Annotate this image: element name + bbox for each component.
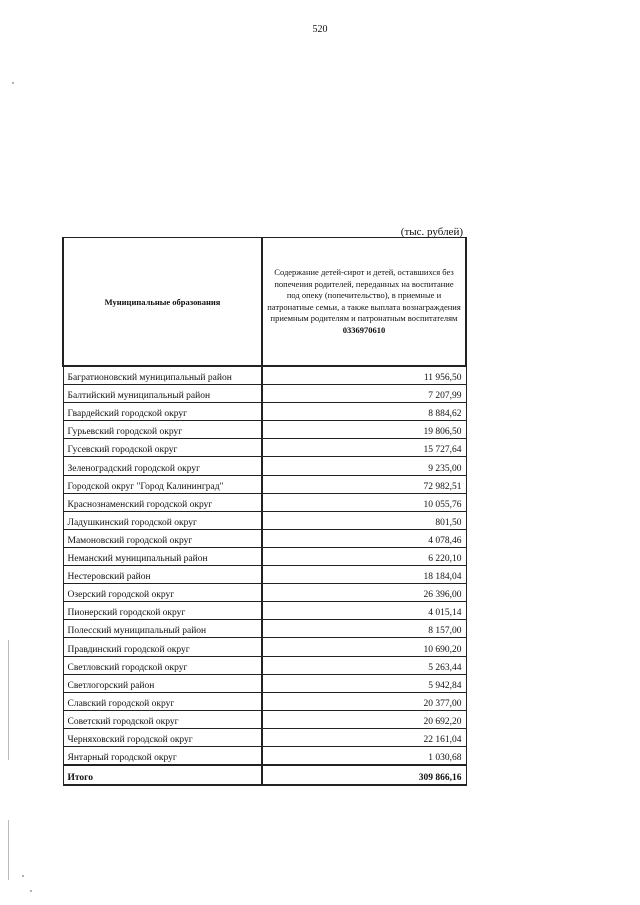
row-name: Нестеровский район	[63, 566, 262, 584]
row-name: Черняховский городской округ	[63, 728, 262, 746]
table-row	[63, 692, 466, 710]
row-name: Неманский муниципальный район	[63, 547, 262, 565]
row-amount: 19 806,50	[262, 421, 466, 439]
header-amount	[262, 238, 466, 367]
row-amount: 18 184,04	[262, 566, 466, 584]
row-amount: 20 377,00	[262, 692, 466, 710]
table-row	[63, 439, 466, 457]
row-amount: 20 692,20	[262, 710, 466, 728]
row-amount: 5 263,44	[262, 656, 466, 674]
row-amount: 72 982,51	[262, 475, 466, 493]
table-row	[63, 366, 466, 385]
row-amount: 8 884,62	[262, 403, 466, 421]
table-row	[63, 385, 466, 403]
row-amount: 7 207,99	[262, 385, 466, 403]
table-row	[63, 710, 466, 728]
row-amount: 4 015,14	[262, 602, 466, 620]
header-municipalities: Муниципальные образования	[63, 238, 262, 367]
row-amount: 801,50	[262, 511, 466, 529]
table-row	[63, 728, 466, 746]
table-row	[63, 493, 466, 511]
row-name: Светлогорский район	[63, 674, 262, 692]
table-row	[63, 674, 466, 692]
row-name: Ладушкинский городской округ	[63, 511, 262, 529]
budget-table	[62, 237, 467, 786]
row-name: Советский городской округ	[63, 710, 262, 728]
table-row	[63, 638, 466, 656]
table-row	[63, 620, 466, 638]
row-name: Городской округ "Город Калининград"	[63, 475, 262, 493]
row-name: Гурьевский городской округ	[63, 421, 262, 439]
row-amount: 26 396,00	[262, 584, 466, 602]
units-label: (тыс. рублей)	[400, 226, 463, 238]
row-name: Правдинский городской округ	[63, 638, 262, 656]
row-name: Озерский городской округ	[63, 584, 262, 602]
row-amount: 1 030,68	[262, 746, 466, 765]
row-amount: 11 956,50	[262, 366, 466, 385]
table-row	[63, 421, 466, 439]
header-amount-code: 0336970610	[342, 324, 386, 335]
scan-artifact	[8, 820, 9, 880]
row-name: Полесский муниципальный район	[63, 620, 262, 638]
row-amount: 4 078,46	[262, 529, 466, 547]
table-row	[63, 584, 466, 602]
row-amount: 5 942,84	[262, 674, 466, 692]
scan-artifact	[8, 640, 9, 760]
row-name: Гвардейский городской округ	[63, 403, 262, 421]
row-amount: 10 690,20	[262, 638, 466, 656]
header-amount-title: Содержание детей-сирот и детей, оставшихся без попечения родителей, переданных на воспитание под опеку (попечительство), в приемные и патронатные семьи, а также выплата вознаграждения приемным родителям и патронатным воспитателям	[267, 267, 461, 323]
row-name: Балтийский муниципальный район	[63, 385, 262, 403]
row-amount: 8 157,00	[262, 620, 466, 638]
table-row	[63, 602, 466, 620]
row-name: Гусевский городской округ	[63, 439, 262, 457]
table-row	[63, 457, 466, 475]
row-name: Пионерский городской округ	[63, 602, 262, 620]
row-amount: 6 220,10	[262, 547, 466, 565]
table-row	[63, 475, 466, 493]
total-amount: 309 866,16	[262, 765, 466, 785]
row-name: Зеленоградский городской округ	[63, 457, 262, 475]
table-row	[63, 566, 466, 584]
row-name: Янтарный городской округ	[63, 746, 262, 765]
scan-artifact	[22, 875, 24, 877]
row-amount: 9 235,00	[262, 457, 466, 475]
row-amount: 22 161,04	[262, 728, 466, 746]
table-row	[63, 746, 466, 765]
page-number: 520	[312, 24, 328, 35]
row-name: Славский городской округ	[63, 692, 262, 710]
row-name: Краснознаменский городской округ	[63, 493, 262, 511]
total-row	[63, 765, 466, 785]
table-row	[63, 547, 466, 565]
table-row	[63, 656, 466, 674]
total-label: Итого	[63, 765, 262, 785]
row-name: Багратионовский муниципальный район	[63, 366, 262, 385]
table-row	[63, 403, 466, 421]
row-amount: 10 055,76	[262, 493, 466, 511]
table-row	[63, 529, 466, 547]
row-name: Мамоновский городской округ	[63, 529, 262, 547]
table-row	[63, 511, 466, 529]
row-name: Светловский городской округ	[63, 656, 262, 674]
row-amount: 15 727,64	[262, 439, 466, 457]
scan-artifact	[30, 890, 32, 892]
table-header-row	[63, 238, 466, 367]
scan-artifact	[12, 82, 14, 84]
